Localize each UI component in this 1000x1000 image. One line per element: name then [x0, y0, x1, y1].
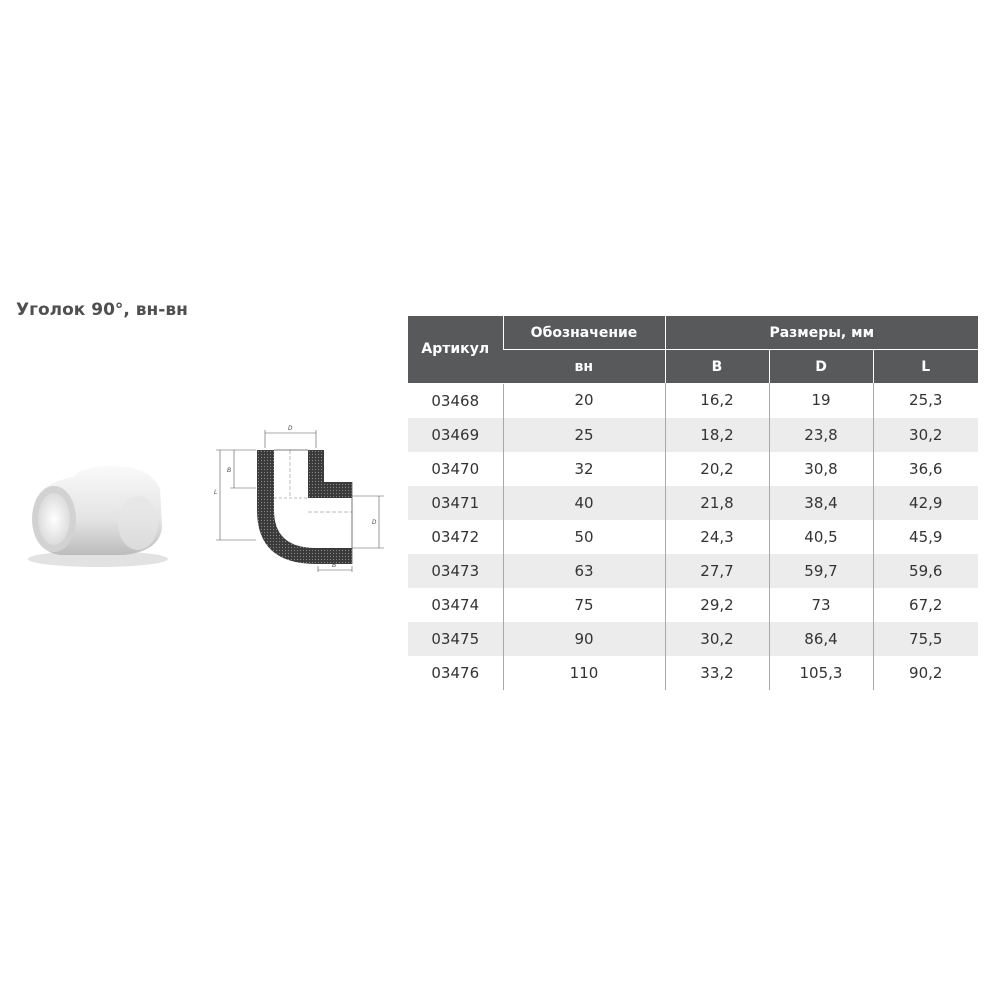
table-row	[408, 418, 978, 452]
cell-designation: 40	[503, 486, 665, 520]
label-b-bottom: B	[332, 563, 337, 569]
header-designation: Обозначение	[503, 316, 665, 350]
header-col-l: L	[873, 350, 978, 384]
header-article: Артикул	[408, 316, 503, 383]
header-dimensions: Размеры, мм	[665, 316, 978, 350]
table-row	[408, 486, 978, 520]
cell-l: 42,9	[873, 486, 978, 520]
cell-article: 03476	[431, 663, 480, 682]
elbow-fitting-photo	[20, 455, 170, 570]
cell-l: 25,3	[873, 383, 978, 418]
header-col-b: B	[665, 350, 769, 384]
cell-article: 03470	[431, 459, 480, 478]
elbow-cross-section-drawing	[212, 420, 392, 580]
cell-designation: 20	[503, 383, 665, 418]
cell-b: 24,3	[665, 520, 769, 554]
cell-designation: 32	[503, 452, 665, 486]
cell-article: 03468	[431, 391, 480, 410]
cell-d: 40,5	[769, 520, 873, 554]
table-row	[408, 554, 978, 588]
cell-b: 18,2	[665, 418, 769, 452]
cell-article: 03469	[408, 418, 503, 452]
cell-d: 23,8	[769, 418, 873, 452]
cell-d: 30,8	[769, 452, 873, 486]
cell-d: 19	[769, 383, 873, 418]
label-d-top: D	[288, 426, 293, 432]
cell-l: 45,9	[873, 520, 978, 554]
cell-article: 03472	[431, 527, 480, 546]
cell-b: 30,2	[665, 622, 769, 656]
cell-b: 21,8	[665, 486, 769, 520]
table-row	[408, 452, 978, 486]
cell-designation: 50	[503, 520, 665, 554]
cell-designation: 63	[503, 554, 665, 588]
cell-d: 105,3	[769, 656, 873, 690]
product-title: Уголок 90°, вн-вн	[16, 300, 188, 320]
cell-designation: 110	[503, 656, 665, 690]
cell-designation: 25	[503, 418, 665, 452]
cell-b: 29,2	[665, 588, 769, 622]
cell-l: 30,2	[873, 418, 978, 452]
cell-b: 33,2	[665, 656, 769, 690]
cell-article: 03473	[408, 554, 503, 588]
label-d-right: D	[372, 520, 377, 526]
cell-l: 36,6	[873, 452, 978, 486]
cell-l: 59,6	[873, 554, 978, 588]
table-row	[408, 622, 978, 656]
cell-l: 67,2	[873, 588, 978, 622]
cell-b: 27,7	[665, 554, 769, 588]
label-b-left: B	[227, 468, 232, 474]
label-l: L	[214, 490, 218, 496]
cell-d: 59,7	[769, 554, 873, 588]
cell-d: 38,4	[769, 486, 873, 520]
header-designation-sub: вн	[503, 350, 665, 384]
cell-article: 03475	[408, 622, 503, 656]
header-col-d: D	[769, 350, 873, 384]
cell-article: 03471	[408, 486, 503, 520]
table-row	[408, 383, 978, 418]
cell-b: 16,2	[665, 383, 769, 418]
cell-designation: 90	[503, 622, 665, 656]
specification-table	[408, 316, 978, 690]
cell-b: 20,2	[665, 452, 769, 486]
cell-article: 03474	[431, 595, 480, 614]
cell-l: 90,2	[873, 656, 978, 690]
table-row	[408, 588, 978, 622]
cell-l: 75,5	[873, 622, 978, 656]
cell-designation: 75	[503, 588, 665, 622]
table-row	[408, 520, 978, 554]
table-row	[408, 656, 978, 690]
cell-d: 73	[769, 588, 873, 622]
cell-d: 86,4	[769, 622, 873, 656]
header-row-top	[408, 316, 978, 350]
